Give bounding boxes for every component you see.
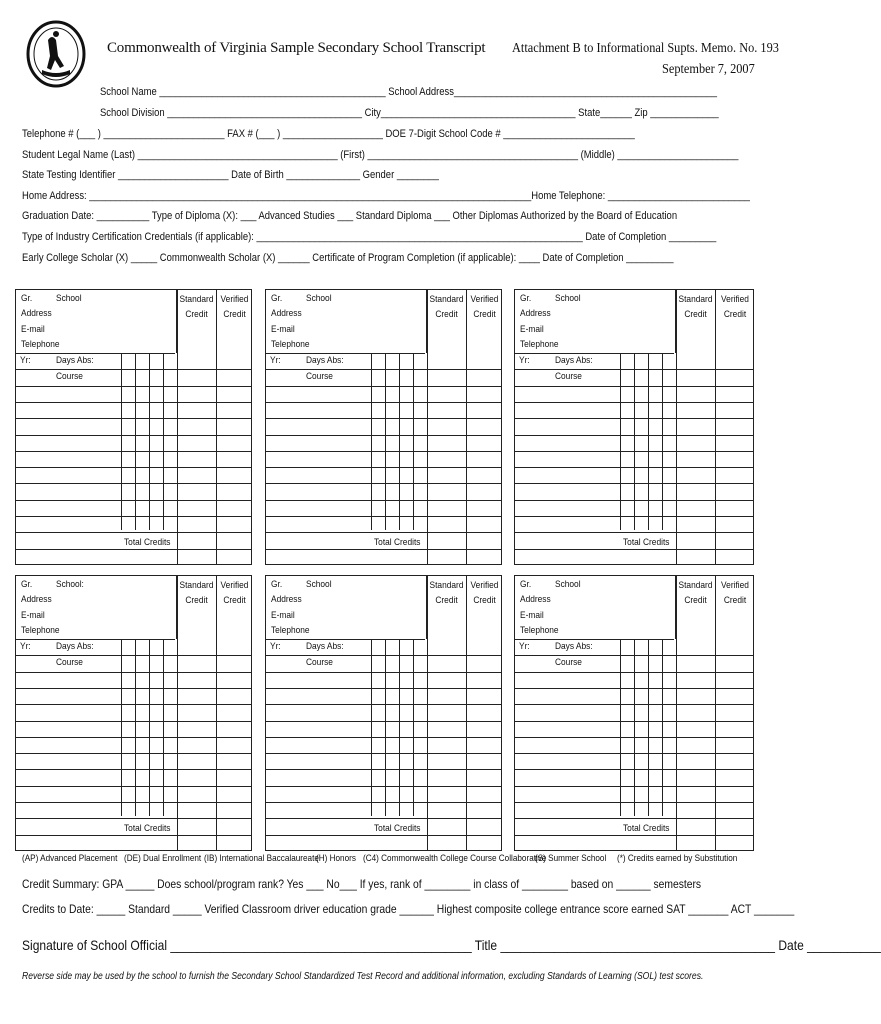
school-label: School xyxy=(555,293,581,304)
student-name-field[interactable]: Student Legal Name (Last) ______________________________________ (First) ________________________________________ (Middle) _______________________ xyxy=(22,149,739,161)
telephone-field[interactable]: Telephone # (___ ) _______________________ FAX # (___ ) ___________________ DOE 7-Digit School Code # _________________________ xyxy=(22,128,635,140)
grade-column-line xyxy=(163,639,164,816)
credit-column-line xyxy=(177,290,178,564)
total-credits-label: Total Credits xyxy=(124,537,171,548)
credit-column-line xyxy=(715,290,716,564)
verified-credit-header: Verified Credit xyxy=(721,294,749,320)
row-line xyxy=(515,818,753,819)
school-label: School xyxy=(56,293,82,304)
credit-column-line xyxy=(427,290,428,564)
row-line xyxy=(515,549,753,550)
grade-column-line xyxy=(399,639,400,816)
total-credits-label: Total Credits xyxy=(374,823,421,834)
year-label: Yr: xyxy=(20,641,31,652)
standard-credit-header: Standard Credit xyxy=(429,294,464,320)
address-label: Address xyxy=(520,594,551,605)
row-line xyxy=(266,639,425,640)
virginia-seal-icon xyxy=(26,20,86,88)
school-label: School: xyxy=(56,579,84,590)
school-division-field[interactable]: School Division _____________________________________ City_____________________________________ State______ Zip _____________ xyxy=(100,107,719,119)
grade-column-line xyxy=(413,353,414,530)
email-label: E-mail xyxy=(271,610,295,621)
testing-id-field[interactable]: State Testing Identifier _____________________ Date of Birth ______________ Gender ________ xyxy=(22,169,439,181)
credit-column-line xyxy=(216,290,217,564)
credit-column-line xyxy=(676,576,677,850)
course-label: Course xyxy=(555,657,582,669)
address-label: Address xyxy=(271,594,302,605)
year-label: Yr: xyxy=(270,355,281,366)
year-label: Yr: xyxy=(519,355,530,366)
grade-column-line xyxy=(149,639,150,816)
page-title: Commonwealth of Virginia Sample Secondary School Transcript xyxy=(107,40,486,56)
grade-column-line xyxy=(135,353,136,530)
year-label: Yr: xyxy=(519,641,530,652)
row-line xyxy=(16,639,175,640)
total-credits-label: Total Credits xyxy=(623,537,670,548)
verified-credit-header: Verified Credit xyxy=(721,580,749,606)
telephone-label: Telephone xyxy=(271,625,310,636)
block-info xyxy=(266,576,427,639)
memo-date: September 7, 2007 xyxy=(662,62,755,77)
grade-column-line xyxy=(648,353,649,530)
credits-to-date-field[interactable]: Credits to Date: _____ Standard _____ Verified Classroom driver education grade ______ Highest composite college entrance score earned SAT _______ ACT _______ xyxy=(22,902,795,916)
industry-cert-field[interactable]: Type of Industry Certification Credentials (if applicable): ______________________________________________________________ Date of Completion _________ xyxy=(22,231,717,243)
address-label: Address xyxy=(271,308,302,319)
telephone-label: Telephone xyxy=(520,339,559,350)
telephone-label: Telephone xyxy=(21,625,60,636)
grade-column-line xyxy=(385,639,386,816)
total-credits-label: Total Credits xyxy=(623,823,670,834)
standard-credit-header: Standard Credit xyxy=(678,580,713,606)
verified-credit-header: Verified Credit xyxy=(470,580,499,606)
grade-column-line xyxy=(371,639,372,816)
home-address-field[interactable]: Home Address: ____________________________________________________________________________________Home Telephone: ___________________________ xyxy=(22,190,750,202)
transcript-block xyxy=(15,575,252,851)
email-label: E-mail xyxy=(21,324,45,335)
standard-credit-header: Standard Credit xyxy=(678,294,713,320)
grade-column-line xyxy=(620,353,621,530)
email-label: E-mail xyxy=(271,324,295,335)
graduation-field[interactable]: Graduation Date: __________ Type of Diploma (X): ___ Advanced Studies ___ Standard Diploma ___ Other Diplomas Authorized by the Board of Education xyxy=(22,210,678,222)
grade-label: Gr. xyxy=(271,293,283,304)
days-absent-label: Days Abs: xyxy=(306,355,344,366)
transcript-block xyxy=(514,575,754,851)
credit-column-line xyxy=(466,576,467,850)
course-label: Course xyxy=(306,371,333,383)
verified-credit-header: Verified Credit xyxy=(220,294,249,320)
grade-column-line xyxy=(620,639,621,816)
grade-column-line xyxy=(399,353,400,530)
credit-column-line xyxy=(177,576,178,850)
grade-column-line xyxy=(371,353,372,530)
standard-credit-header: Standard Credit xyxy=(179,580,214,606)
grade-label: Gr. xyxy=(520,293,532,304)
year-label: Yr: xyxy=(20,355,31,366)
grade-column-line xyxy=(634,639,635,816)
address-label: Address xyxy=(21,308,52,319)
school-label: School xyxy=(555,579,581,590)
total-credits-label: Total Credits xyxy=(374,537,421,548)
credit-column-line xyxy=(676,290,677,564)
total-credits-label: Total Credits xyxy=(124,823,171,834)
school-label: School xyxy=(306,579,332,590)
course-label: Course xyxy=(555,371,582,383)
transcript-block xyxy=(265,289,502,565)
credit-summary-field[interactable]: Credit Summary: GPA _____ Does school/program rank? Yes ___ No___ If yes, rank of ________ in class of ________ based on ______ semesters xyxy=(22,877,702,891)
transcript-block xyxy=(265,575,502,851)
email-label: E-mail xyxy=(21,610,45,621)
telephone-label: Telephone xyxy=(520,625,559,636)
school-name-field[interactable]: School Name ___________________________________________ School Address__________________________________________________ xyxy=(100,86,718,98)
credit-column-line xyxy=(427,576,428,850)
days-absent-label: Days Abs: xyxy=(56,641,94,652)
block-info xyxy=(16,290,177,353)
standard-credit-header: Standard Credit xyxy=(429,580,464,606)
scholar-field[interactable]: Early College Scholar (X) _____ Commonwealth Scholar (X) ______ Certificate of Program Completion (if applicable): ____ Date of Completion _________ xyxy=(22,252,674,264)
credit-column-line xyxy=(216,576,217,850)
year-label: Yr: xyxy=(270,641,281,652)
row-line xyxy=(515,353,674,354)
legend-s: (S) Summer School xyxy=(535,853,607,864)
telephone-label: Telephone xyxy=(21,339,60,350)
grade-column-line xyxy=(662,353,663,530)
block-info xyxy=(16,576,177,639)
address-label: Address xyxy=(520,308,551,319)
verified-credit-header: Verified Credit xyxy=(470,294,499,320)
days-absent-label: Days Abs: xyxy=(555,355,593,366)
school-label: School xyxy=(306,293,332,304)
block-info xyxy=(515,576,676,639)
email-label: E-mail xyxy=(520,324,544,335)
row-line xyxy=(515,639,674,640)
grade-column-line xyxy=(135,639,136,816)
block-info xyxy=(515,290,676,353)
course-label: Course xyxy=(56,657,83,669)
legend-ib: (IB) International Baccalaureate xyxy=(204,853,319,864)
signature-field[interactable]: Signature of School Official _____________________________________________ Title _________________________________________ Date ___________ xyxy=(22,937,881,953)
credit-column-line xyxy=(466,290,467,564)
grade-column-line xyxy=(149,353,150,530)
block-info xyxy=(266,290,427,353)
row-line xyxy=(16,353,175,354)
row-line xyxy=(515,532,753,533)
legend-c4: (C4) Commonwealth College Course Collaborative xyxy=(363,853,547,864)
grade-column-line xyxy=(121,639,122,816)
footer-note: Reverse side may be used by the school to furnish the Secondary School Standardized Test Record and additional information, excluding Standards of Learning (SOL) test scores. xyxy=(22,971,704,982)
transcript-block xyxy=(15,289,252,565)
grade-column-line xyxy=(648,639,649,816)
grade-label: Gr. xyxy=(271,579,283,590)
course-label: Course xyxy=(306,657,333,669)
grade-label: Gr. xyxy=(21,579,33,590)
email-label: E-mail xyxy=(520,610,544,621)
grade-column-line xyxy=(121,353,122,530)
telephone-label: Telephone xyxy=(271,339,310,350)
days-absent-label: Days Abs: xyxy=(555,641,593,652)
legend-ap: (AP) Advanced Placement xyxy=(22,853,118,864)
row-line xyxy=(266,353,425,354)
days-absent-label: Days Abs: xyxy=(56,355,94,366)
grade-column-line xyxy=(413,639,414,816)
credit-column-line xyxy=(715,576,716,850)
address-label: Address xyxy=(21,594,52,605)
grade-label: Gr. xyxy=(520,579,532,590)
grade-column-line xyxy=(385,353,386,530)
legend-sub: (*) Credits earned by Substitution xyxy=(617,853,738,864)
legend-de: (DE) Dual Enrollment xyxy=(124,853,202,864)
grade-label: Gr. xyxy=(21,293,33,304)
attachment-text: Attachment B to Informational Supts. Memo. No. 193 xyxy=(512,41,779,56)
row-line xyxy=(515,835,753,836)
verified-credit-header: Verified Credit xyxy=(220,580,249,606)
transcript-block xyxy=(514,289,754,565)
grade-column-line xyxy=(163,353,164,530)
standard-credit-header: Standard Credit xyxy=(179,294,214,320)
days-absent-label: Days Abs: xyxy=(306,641,344,652)
legend-h: (H) Honors xyxy=(316,853,356,864)
course-label: Course xyxy=(56,371,83,383)
grade-column-line xyxy=(662,639,663,816)
grade-column-line xyxy=(634,353,635,530)
